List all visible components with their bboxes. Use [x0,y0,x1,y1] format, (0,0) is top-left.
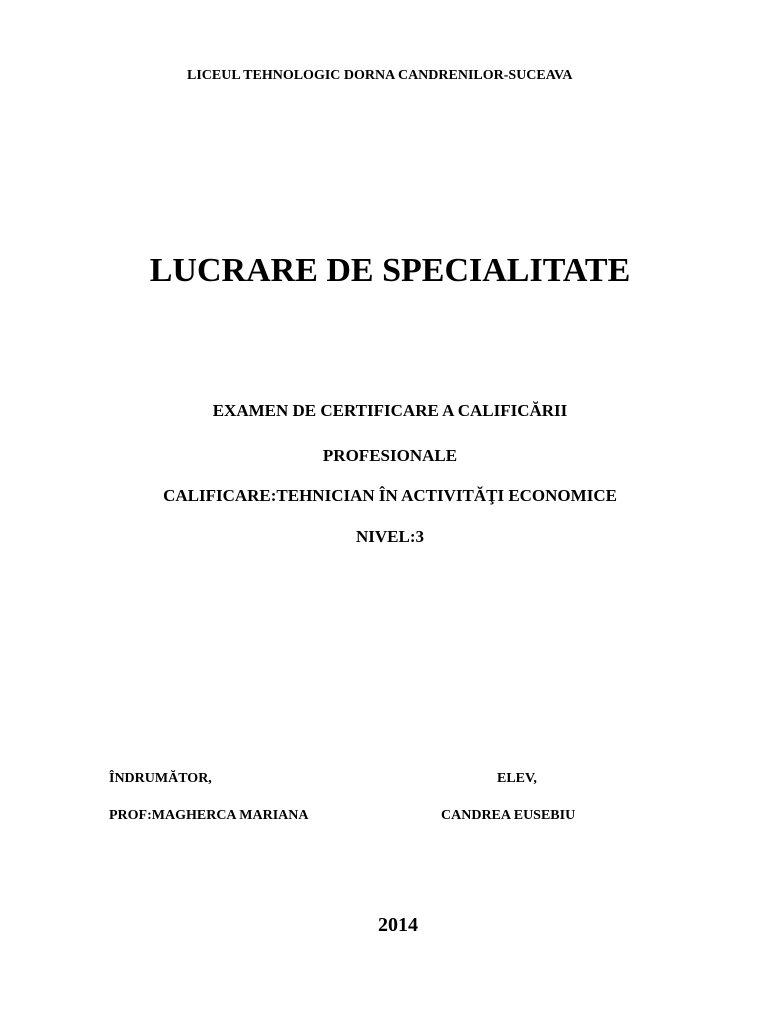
year: 2014 [378,914,418,936]
student-label: ELEV, [497,771,537,786]
coordinator-name: PROF:MAGHERCA MARIANA [109,808,309,823]
coordinator-label: ÎNDRUMĂTOR, [109,771,212,786]
exam-title-line-2: PROFESIONALE [322,446,458,465]
qualification: CALIFICARE:TEHNICIAN ÎN ACTIVITĂŢI ECONOMICE [163,486,617,505]
exam-title-line-1: EXAMEN DE CERTIFICARE A CALIFICĂRII [212,401,568,420]
school-name: LICEUL TEHNOLOGIC DORNA CANDRENILOR-SUCEAVA [187,68,573,83]
student-name: CANDREA EUSEBIU [441,808,576,823]
document-title: LUCRARE DE SPECIALITATE [149,252,631,289]
level: NIVEL:3 [355,527,424,546]
